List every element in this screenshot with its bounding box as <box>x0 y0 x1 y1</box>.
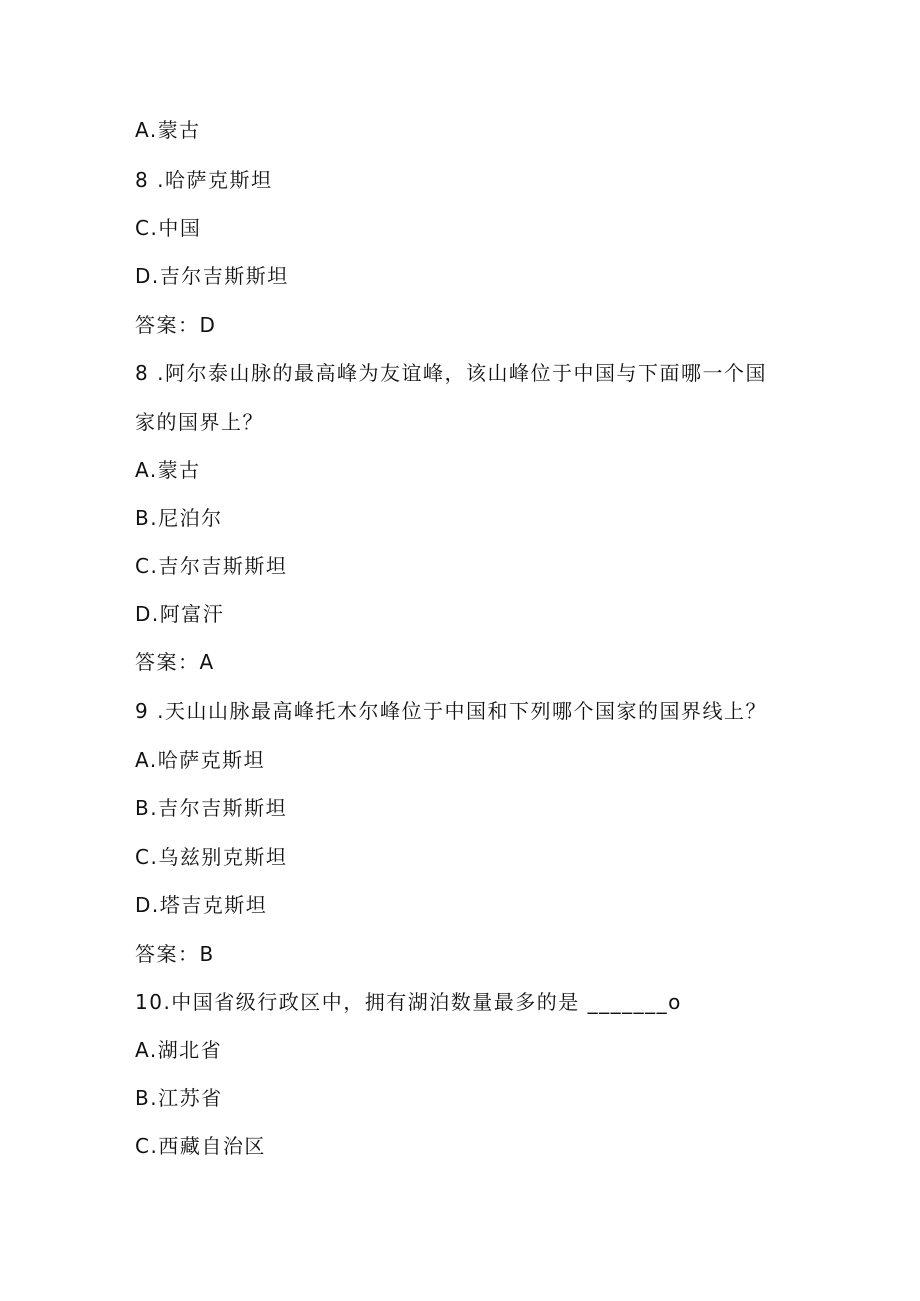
question-line: 9 .天山山脉最高峰托木尔峰位于中国和下列哪个国家的国界线上？ <box>135 699 767 723</box>
option-line: C.乌兹别克斯坦 <box>135 845 288 869</box>
question-line: 8 .阿尔泰山脉的最高峰为友谊峰，该山峰位于中国与下面哪一个国 <box>135 361 767 385</box>
question-line-continuation: 家的国界上？ <box>135 410 264 434</box>
option-line: D.吉尔吉斯斯坦 <box>135 264 289 288</box>
option-line: A.蒙古 <box>135 118 201 142</box>
option-line: 8 .哈萨克斯坦 <box>135 168 273 192</box>
option-line: D.塔吉克斯坦 <box>135 893 268 917</box>
option-line: B.吉尔吉斯斯坦 <box>135 796 288 820</box>
question-line: 10.中国省级行政区中，拥有湖泊数量最多的是 _______o <box>135 990 682 1014</box>
option-line: B.尼泊尔 <box>135 506 223 530</box>
option-line: B.江苏省 <box>135 1086 223 1110</box>
option-line: A.湖北省 <box>135 1038 223 1062</box>
answer-line: 答案：D <box>135 313 217 337</box>
option-line: C.中国 <box>135 216 202 240</box>
option-line: A.哈萨克斯坦 <box>135 748 266 772</box>
answer-line: 答案：A <box>135 650 215 674</box>
option-line: C.西藏自治区 <box>135 1134 266 1158</box>
option-line: D.阿富汗 <box>135 602 225 626</box>
option-line: A.蒙古 <box>135 458 201 482</box>
answer-line: 答案：B <box>135 942 215 966</box>
option-line: C.吉尔吉斯斯坦 <box>135 554 288 578</box>
